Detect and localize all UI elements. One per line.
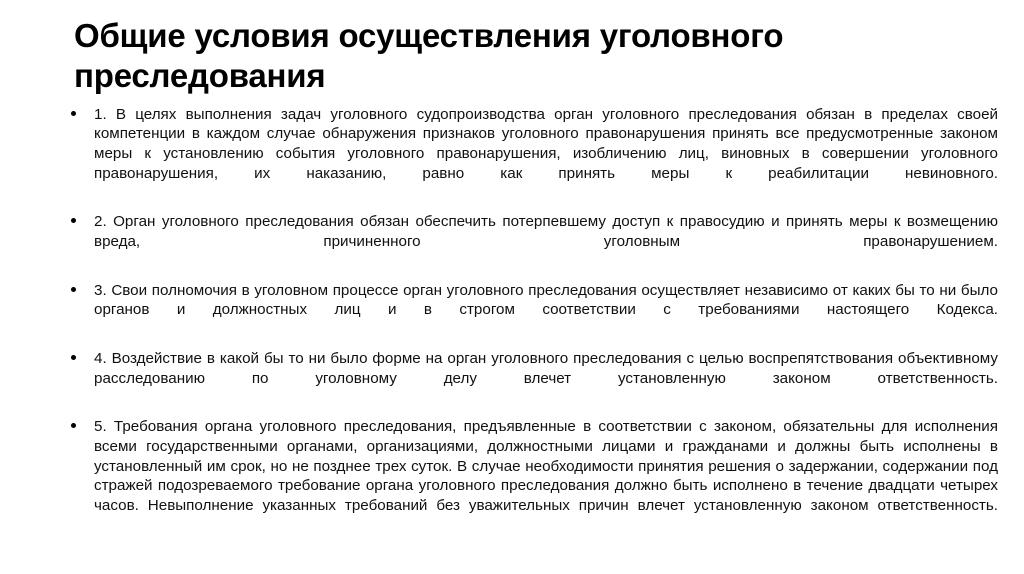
list-item-text: 4. Воздействие в какой бы то ни было форме на орган уголовного преследования с целью воспрепятствования объективному расследованию по уголовному делу влечет установленную законом ответственность. [94, 349, 998, 387]
list-item-text: 2. Орган уголовного преследования обязан обеспечить потерпевшему доступ к правосудию и принять меры к возмещению вреда, причиненного уголовным правонарушением. [94, 213, 998, 250]
bullet-dot-icon [71, 355, 76, 360]
bullet-dot-icon [71, 218, 76, 223]
bullet-list [26, 105, 998, 536]
list-item [26, 281, 998, 340]
list-item [26, 349, 998, 408]
bullet-dot-icon [71, 287, 76, 292]
list-item [26, 212, 998, 271]
bullet-dot-icon [71, 111, 76, 116]
list-item [26, 105, 998, 204]
list-item-text: 3. Свои полномочия в уголовном процессе орган уголовного преследования осуществляет независимо от каких бы то ни было органов и должностных лиц и в строгом соответствии с требованиями настоящего Кодекса. [94, 281, 998, 319]
page-title: Общие условия осуществления уголовного преследования [74, 17, 784, 95]
list-item-text: 5. Требования органа уголовного преследования, предъявленные в соответствии с законом, обязательны для исполнения всеми государственными органами, организациями, должностными лицами и гражданами и должны быть исполнены в установленный им срок, но не позднее трех суток. В случае необходимости принятия решения о задержании, содержании под стражей подозреваемого требование органа уголовного преследования должно быть исполнено в течение двадцати четырех часов. Невыполнение указанных требований без уважительных причин влечет установленную законом ответственность. [94, 418, 998, 514]
list-item-text: 1. В целях выполнения задач уголовного судопроизводства орган уголовного преследования обязан в пределах своей компетенции в каждом случае обнаружения признаков уголовного правонарушения принять все предусмотренные законом меры к установлению события уголовного правонарушения, изобличению лиц, виновных в совершении уголовного правонарушения, их наказанию, равно как принять меры к реабилитации невиновного. [94, 105, 998, 182]
bullet-dot-icon [71, 423, 76, 428]
list-item [26, 417, 998, 536]
